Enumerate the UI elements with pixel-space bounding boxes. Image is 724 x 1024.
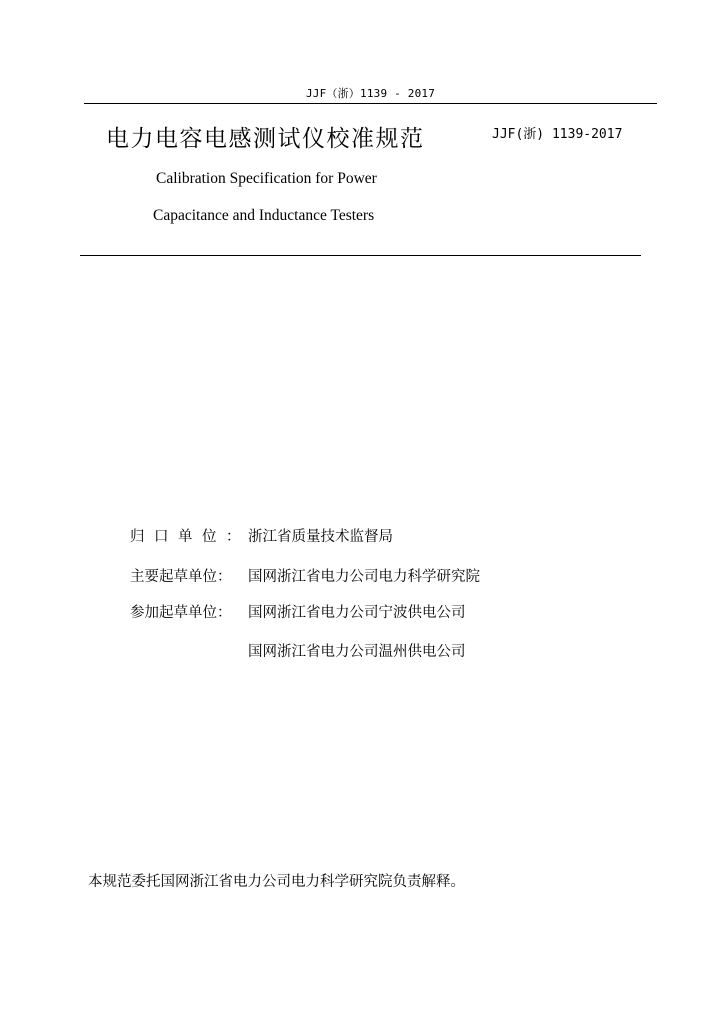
title-english-line-2: Capacitance and Inductance Testers bbox=[153, 207, 375, 224]
title-chinese: 电力电容电感测试仪校准规范 bbox=[106, 126, 425, 152]
participating-unit-value-1: 国网浙江省电力公司宁波供电公司 bbox=[248, 605, 466, 621]
main-drafting-unit-label: 主要起草单位： bbox=[130, 569, 232, 585]
standard-code: JJF(浙) 1139-2017 bbox=[492, 127, 623, 142]
header-rule bbox=[84, 103, 657, 104]
participating-unit-value-2: 国网浙江省电力公司温州供电公司 bbox=[248, 644, 466, 660]
title-english-line-1: Calibration Specification for Power bbox=[156, 170, 377, 187]
running-header: JJF（浙）1139 - 2017 bbox=[305, 87, 436, 100]
responsible-unit-label: 归口单位： bbox=[130, 529, 250, 545]
title-divider bbox=[80, 255, 641, 256]
responsible-unit-value: 浙江省质量技术监督局 bbox=[248, 529, 393, 545]
main-drafting-unit-value: 国网浙江省电力公司电力科学研究院 bbox=[248, 569, 480, 585]
interpretation-note: 本规范委托国网浙江省电力公司电力科学研究院负责解释。 bbox=[88, 874, 465, 890]
participating-unit-label: 参加起草单位： bbox=[130, 605, 232, 621]
